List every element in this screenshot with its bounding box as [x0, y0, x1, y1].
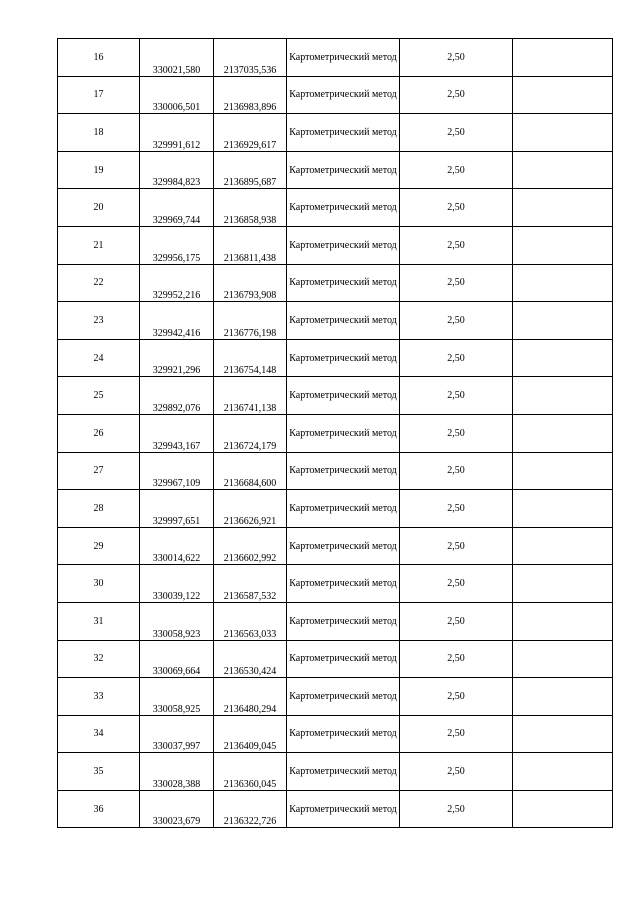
point-number-cell: 16 — [58, 39, 140, 77]
table-row — [58, 226, 613, 264]
x-coordinate-cell: 330014,622 — [140, 527, 214, 565]
x-coordinate-cell: 330039,122 — [140, 565, 214, 603]
accuracy-cell: 2,50 — [400, 452, 513, 490]
x-coordinate-cell: 330006,501 — [140, 76, 214, 114]
y-coordinate-cell: 2136684,600 — [214, 452, 287, 490]
empty-cell — [513, 114, 613, 152]
accuracy-cell: 2,50 — [400, 264, 513, 302]
y-coordinate-cell: 2136895,687 — [214, 151, 287, 189]
point-number-cell: 22 — [58, 264, 140, 302]
method-cell: Картометрический метод — [287, 151, 400, 189]
point-number-cell: 28 — [58, 490, 140, 528]
point-number-cell: 17 — [58, 76, 140, 114]
empty-cell — [513, 302, 613, 340]
empty-cell — [513, 640, 613, 678]
accuracy-cell: 2,50 — [400, 76, 513, 114]
document-page — [57, 38, 612, 828]
accuracy-cell: 2,50 — [400, 339, 513, 377]
point-number-cell: 20 — [58, 189, 140, 227]
point-number-cell: 31 — [58, 602, 140, 640]
table-row — [58, 790, 613, 828]
point-number-cell: 18 — [58, 114, 140, 152]
empty-cell — [513, 339, 613, 377]
x-coordinate-cell: 329892,076 — [140, 377, 214, 415]
y-coordinate-cell: 2136793,908 — [214, 264, 287, 302]
method-cell: Картометрический метод — [287, 678, 400, 716]
y-coordinate-cell: 2136409,045 — [214, 715, 287, 753]
empty-cell — [513, 753, 613, 791]
y-coordinate-cell: 2136322,726 — [214, 790, 287, 828]
method-cell: Картометрический метод — [287, 39, 400, 77]
accuracy-cell: 2,50 — [400, 753, 513, 791]
x-coordinate-cell: 329991,612 — [140, 114, 214, 152]
empty-cell — [513, 76, 613, 114]
table-row — [58, 339, 613, 377]
accuracy-cell: 2,50 — [400, 39, 513, 77]
accuracy-cell: 2,50 — [400, 527, 513, 565]
accuracy-cell: 2,50 — [400, 414, 513, 452]
y-coordinate-cell: 2136983,896 — [214, 76, 287, 114]
table-row — [58, 189, 613, 227]
table-row — [58, 264, 613, 302]
x-coordinate-cell: 329956,175 — [140, 226, 214, 264]
x-coordinate-cell: 330021,580 — [140, 39, 214, 77]
table-row — [58, 678, 613, 716]
point-number-cell: 27 — [58, 452, 140, 490]
y-coordinate-cell: 2136776,198 — [214, 302, 287, 340]
x-coordinate-cell: 330058,923 — [140, 602, 214, 640]
method-cell: Картометрический метод — [287, 76, 400, 114]
method-cell: Картометрический метод — [287, 602, 400, 640]
point-number-cell: 35 — [58, 753, 140, 791]
empty-cell — [513, 414, 613, 452]
method-cell: Картометрический метод — [287, 527, 400, 565]
x-coordinate-cell: 329997,651 — [140, 490, 214, 528]
method-cell: Картометрический метод — [287, 715, 400, 753]
point-number-cell: 24 — [58, 339, 140, 377]
accuracy-cell: 2,50 — [400, 790, 513, 828]
table-row — [58, 565, 613, 603]
point-number-cell: 29 — [58, 527, 140, 565]
empty-cell — [513, 39, 613, 77]
table-row — [58, 753, 613, 791]
table-row — [58, 490, 613, 528]
table-row — [58, 527, 613, 565]
method-cell: Картометрический метод — [287, 490, 400, 528]
point-number-cell: 23 — [58, 302, 140, 340]
x-coordinate-cell: 329921,296 — [140, 339, 214, 377]
point-number-cell: 19 — [58, 151, 140, 189]
coordinates-table — [57, 38, 613, 828]
x-coordinate-cell: 330023,679 — [140, 790, 214, 828]
empty-cell — [513, 377, 613, 415]
x-coordinate-cell: 329969,744 — [140, 189, 214, 227]
accuracy-cell: 2,50 — [400, 565, 513, 603]
accuracy-cell: 2,50 — [400, 189, 513, 227]
x-coordinate-cell: 330037,997 — [140, 715, 214, 753]
y-coordinate-cell: 2136587,532 — [214, 565, 287, 603]
accuracy-cell: 2,50 — [400, 151, 513, 189]
table-row — [58, 602, 613, 640]
empty-cell — [513, 264, 613, 302]
x-coordinate-cell: 329943,167 — [140, 414, 214, 452]
point-number-cell: 34 — [58, 715, 140, 753]
y-coordinate-cell: 2136602,992 — [214, 527, 287, 565]
method-cell: Картометрический метод — [287, 189, 400, 227]
method-cell: Картометрический метод — [287, 302, 400, 340]
y-coordinate-cell: 2136480,294 — [214, 678, 287, 716]
y-coordinate-cell: 2136929,617 — [214, 114, 287, 152]
y-coordinate-cell: 2136563,033 — [214, 602, 287, 640]
method-cell: Картометрический метод — [287, 264, 400, 302]
table-row — [58, 452, 613, 490]
method-cell: Картометрический метод — [287, 226, 400, 264]
y-coordinate-cell: 2136360,045 — [214, 753, 287, 791]
method-cell: Картометрический метод — [287, 640, 400, 678]
y-coordinate-cell: 2136626,921 — [214, 490, 287, 528]
table-row — [58, 39, 613, 77]
method-cell: Картометрический метод — [287, 753, 400, 791]
method-cell: Картометрический метод — [287, 452, 400, 490]
empty-cell — [513, 527, 613, 565]
x-coordinate-cell: 329984,823 — [140, 151, 214, 189]
point-number-cell: 26 — [58, 414, 140, 452]
method-cell: Картометрический метод — [287, 790, 400, 828]
table-row — [58, 114, 613, 152]
point-number-cell: 21 — [58, 226, 140, 264]
table-row — [58, 640, 613, 678]
y-coordinate-cell: 2136530,424 — [214, 640, 287, 678]
table-row — [58, 377, 613, 415]
y-coordinate-cell: 2136858,938 — [214, 189, 287, 227]
x-coordinate-cell: 329952,216 — [140, 264, 214, 302]
empty-cell — [513, 226, 613, 264]
coordinates-table-body — [58, 39, 613, 828]
point-number-cell: 32 — [58, 640, 140, 678]
table-row — [58, 302, 613, 340]
empty-cell — [513, 790, 613, 828]
y-coordinate-cell: 2136754,148 — [214, 339, 287, 377]
method-cell: Картометрический метод — [287, 414, 400, 452]
y-coordinate-cell: 2136724,179 — [214, 414, 287, 452]
accuracy-cell: 2,50 — [400, 678, 513, 716]
method-cell: Картометрический метод — [287, 114, 400, 152]
table-row — [58, 76, 613, 114]
empty-cell — [513, 151, 613, 189]
point-number-cell: 33 — [58, 678, 140, 716]
empty-cell — [513, 715, 613, 753]
point-number-cell: 36 — [58, 790, 140, 828]
empty-cell — [513, 490, 613, 528]
y-coordinate-cell: 2136741,138 — [214, 377, 287, 415]
x-coordinate-cell: 330058,925 — [140, 678, 214, 716]
y-coordinate-cell: 2136811,438 — [214, 226, 287, 264]
empty-cell — [513, 452, 613, 490]
accuracy-cell: 2,50 — [400, 602, 513, 640]
table-row — [58, 151, 613, 189]
empty-cell — [513, 189, 613, 227]
table-row — [58, 414, 613, 452]
accuracy-cell: 2,50 — [400, 226, 513, 264]
x-coordinate-cell: 330069,664 — [140, 640, 214, 678]
accuracy-cell: 2,50 — [400, 715, 513, 753]
x-coordinate-cell: 329967,109 — [140, 452, 214, 490]
accuracy-cell: 2,50 — [400, 640, 513, 678]
point-number-cell: 25 — [58, 377, 140, 415]
empty-cell — [513, 678, 613, 716]
accuracy-cell: 2,50 — [400, 490, 513, 528]
empty-cell — [513, 565, 613, 603]
method-cell: Картометрический метод — [287, 565, 400, 603]
method-cell: Картометрический метод — [287, 339, 400, 377]
point-number-cell: 30 — [58, 565, 140, 603]
accuracy-cell: 2,50 — [400, 302, 513, 340]
y-coordinate-cell: 2137035,536 — [214, 39, 287, 77]
table-row — [58, 715, 613, 753]
accuracy-cell: 2,50 — [400, 377, 513, 415]
accuracy-cell: 2,50 — [400, 114, 513, 152]
empty-cell — [513, 602, 613, 640]
method-cell: Картометрический метод — [287, 377, 400, 415]
x-coordinate-cell: 330028,388 — [140, 753, 214, 791]
x-coordinate-cell: 329942,416 — [140, 302, 214, 340]
